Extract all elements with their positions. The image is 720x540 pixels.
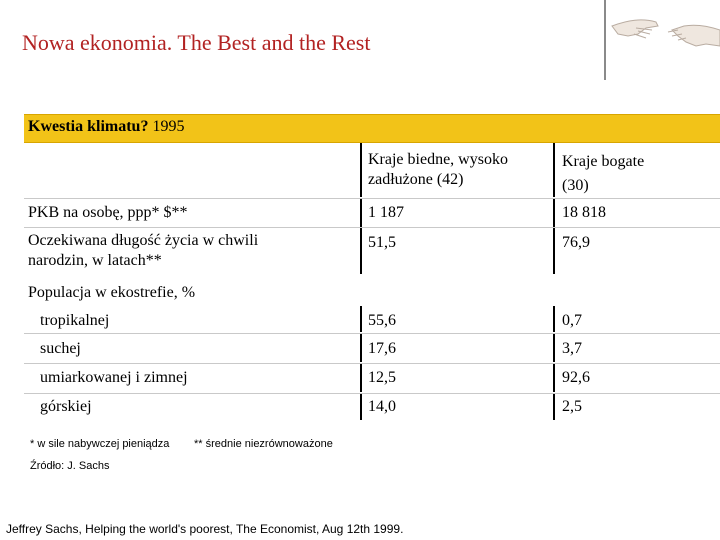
col-rule-rich-g4 [553, 394, 555, 420]
row-label-life-line2: narodzin, w latach** [28, 252, 162, 269]
col-header-poor-line1: Kraje biedne, wysoko [368, 151, 508, 168]
col-rule-poor-g3 [360, 364, 362, 392]
cell-life-poor: 51,5 [368, 234, 396, 251]
col-rule-rich-g2 [553, 334, 555, 362]
source-note: Źródło: J. Sachs [30, 460, 110, 472]
col-rule-rich-header [553, 143, 555, 197]
row-label-life-line1: Oczekiwana długość życia w chwili [28, 232, 259, 249]
cell-poor: 14,0 [368, 398, 396, 415]
col-header-rich [562, 150, 644, 198]
cell-rich: 92,6 [562, 369, 590, 386]
group-row-label: umiarkowanej i zimnej [40, 369, 188, 386]
hands-image [598, 0, 720, 78]
row-rule [24, 198, 720, 199]
caption-bold: Kwestia klimatu? [28, 118, 149, 135]
cell-poor: 55,6 [368, 312, 396, 329]
col-rule-poor-r2 [360, 228, 362, 274]
row-label-gdp: PKB na osobę, ppp* $** [28, 204, 188, 221]
col-header-poor [368, 150, 508, 190]
citation: Jeffrey Sachs, Helping the world's poorest, The Economist, Aug 12th 1999. [6, 522, 404, 536]
cell-rich: 2,5 [562, 398, 582, 415]
col-rule-poor-g1 [360, 306, 362, 332]
cell-gdp-poor: 1 187 [368, 204, 404, 221]
col-rule-poor-header [360, 143, 362, 197]
caption-year: 1995 [152, 118, 185, 135]
cell-gdp-rich: 18 818 [562, 204, 606, 221]
table-caption [28, 118, 184, 136]
row-rule [24, 393, 720, 394]
footnote-1: * w sile nabywczej pieniądza [30, 438, 170, 450]
col-rule-rich-r2 [553, 228, 555, 274]
col-header-rich-line1: Kraje bogate [562, 153, 645, 170]
col-rule-rich-g1 [553, 306, 555, 332]
row-rule [24, 227, 720, 228]
group-row-label: górskiej [40, 398, 92, 415]
cell-rich: 3,7 [562, 340, 582, 357]
col-rule-rich-r1 [553, 199, 555, 227]
group-label: Populacja w ekostrefie, % [28, 284, 196, 301]
col-rule-poor-g2 [360, 334, 362, 362]
group-row-label: suchej [40, 340, 81, 357]
row-rule [24, 333, 720, 334]
cell-poor: 12,5 [368, 369, 396, 386]
col-header-poor-line2: zadłużone (42) [368, 171, 464, 188]
group-row-label: tropikalnej [40, 312, 110, 329]
slide-title: Nowa ekonomia. The Best and the Rest [22, 30, 371, 55]
col-rule-poor-g4 [360, 394, 362, 420]
row-label-life [28, 231, 258, 271]
col-rule-poor-r1 [360, 199, 362, 227]
footnote-2: ** średnie niezrównoważone [194, 438, 333, 450]
col-rule-rich-g3 [553, 364, 555, 392]
col-header-rich-line2: (30) [562, 177, 589, 194]
cell-life-rich: 76,9 [562, 234, 590, 251]
cell-poor: 17,6 [368, 340, 396, 357]
cell-rich: 0,7 [562, 312, 582, 329]
row-rule [24, 363, 720, 364]
